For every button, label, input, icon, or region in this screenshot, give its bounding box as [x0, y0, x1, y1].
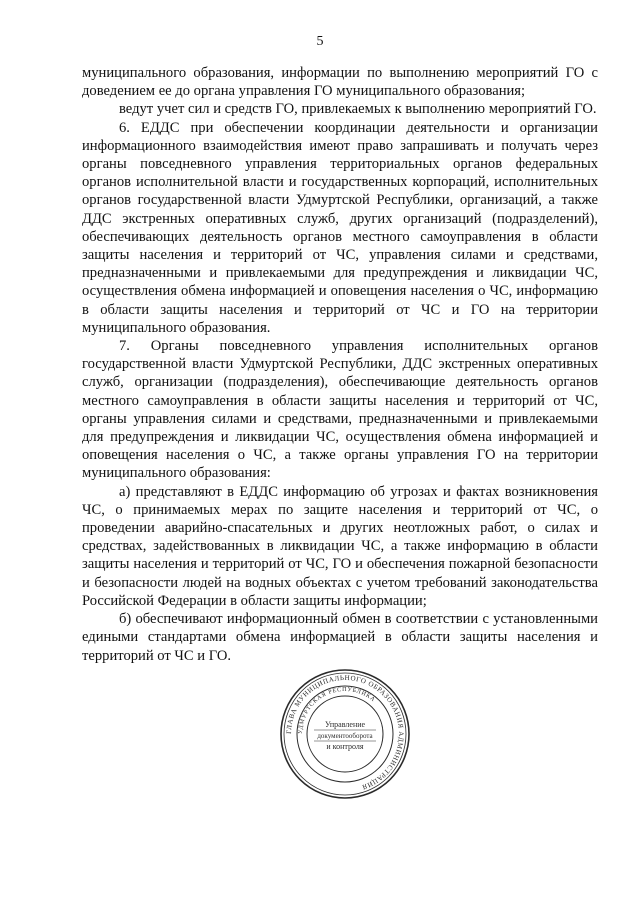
- page-number: 5: [316, 34, 324, 49]
- seal-graphic: [278, 667, 412, 801]
- paragraph-accounting: ведут учет сил и средств ГО, привлекаемых к выполнению мероприятий ГО.: [119, 101, 597, 118]
- seal-center-line-3: и контроля: [326, 742, 364, 751]
- official-seal-stamp: [278, 667, 412, 801]
- seal-center: [314, 720, 376, 751]
- paragraph-subitem-a: а) представляют в ЕДДС информацию об угрозах и фактах возникновения ЧС, о принимаемых мерах по защите населения и территорий от ЧС, о проведении аварийно-спасательных и других неотложных работ, о силах и средствах, задействованных в ликвидации ЧС, а также информацию в области защиты населения и территорий от ЧС, ГО и обеспечения пожарной безопасности и безопасности людей на водных объектах с учетом требований законодательства Российской Федерации в области защиты информации;: [82, 483, 598, 609]
- paragraph-continuation: муниципального образования, информации по выполнению мероприятий ГО с доведением ее до органа управления ГО муниципального образования;: [82, 65, 598, 100]
- paragraph-item-7: 7. Органы повседневного управления исполнительных органов государственной власти Удмуртской Республики, ДДС экстренных оперативных служб, организации (подразделения), обеспечивающие деятельность органов местного самоуправления в области защиты населения и территорий от ЧС, органы управления силами и средствами, предназначенными и привлекаемыми для предупреждения и ликвидации ЧС, осуществления обмена информацией и оповещения населения о ЧС, а также органы управления ГО на территории муниципального образования:: [82, 338, 598, 482]
- seal-center-line-2: документооборота: [317, 732, 373, 740]
- document-body: [82, 64, 598, 665]
- seal-outer-text-path: ГЛАВА МУНИЦИПАЛЬНОГО ОБРАЗОВАНИЯ АДМИНИСТРАЦИЯ: [284, 673, 406, 792]
- paragraph-item-6: 6. ЕДДС при обеспечении координации деятельности и организации информационного взаимодействия имеют право запрашивать и получать через органы повседневного управления территориальных органов федеральных органов исполнительной власти и государственных корпораций, исполнительных органов государственной власти Удмуртской Республики, организаций, а также ДДС экстренных оперативных служб, других организаций (подразделений), обеспечивающих деятельность органов местного самоуправления в области защиты населения и территорий от ЧС, управления силами и средствами, предназначенными и привлекаемыми для предупреждения и ликвидации ЧС, осуществления обмена информацией и оповещения населения о ЧС, информацию в области защиты населения и территорий от ЧС и ГО на территории муниципального образования.: [82, 119, 598, 336]
- paragraph-subitem-b: б) обеспечивают информационный обмен в соответствии с установленными едиными стандартами обмена информацией в области защиты населения и территорий от ЧС и ГО.: [82, 611, 598, 664]
- seal-inner-text-path: УДМУРТСКАЯ РЕСПУБЛИКА: [297, 686, 377, 735]
- seal-center-line-1: Управление: [324, 720, 366, 729]
